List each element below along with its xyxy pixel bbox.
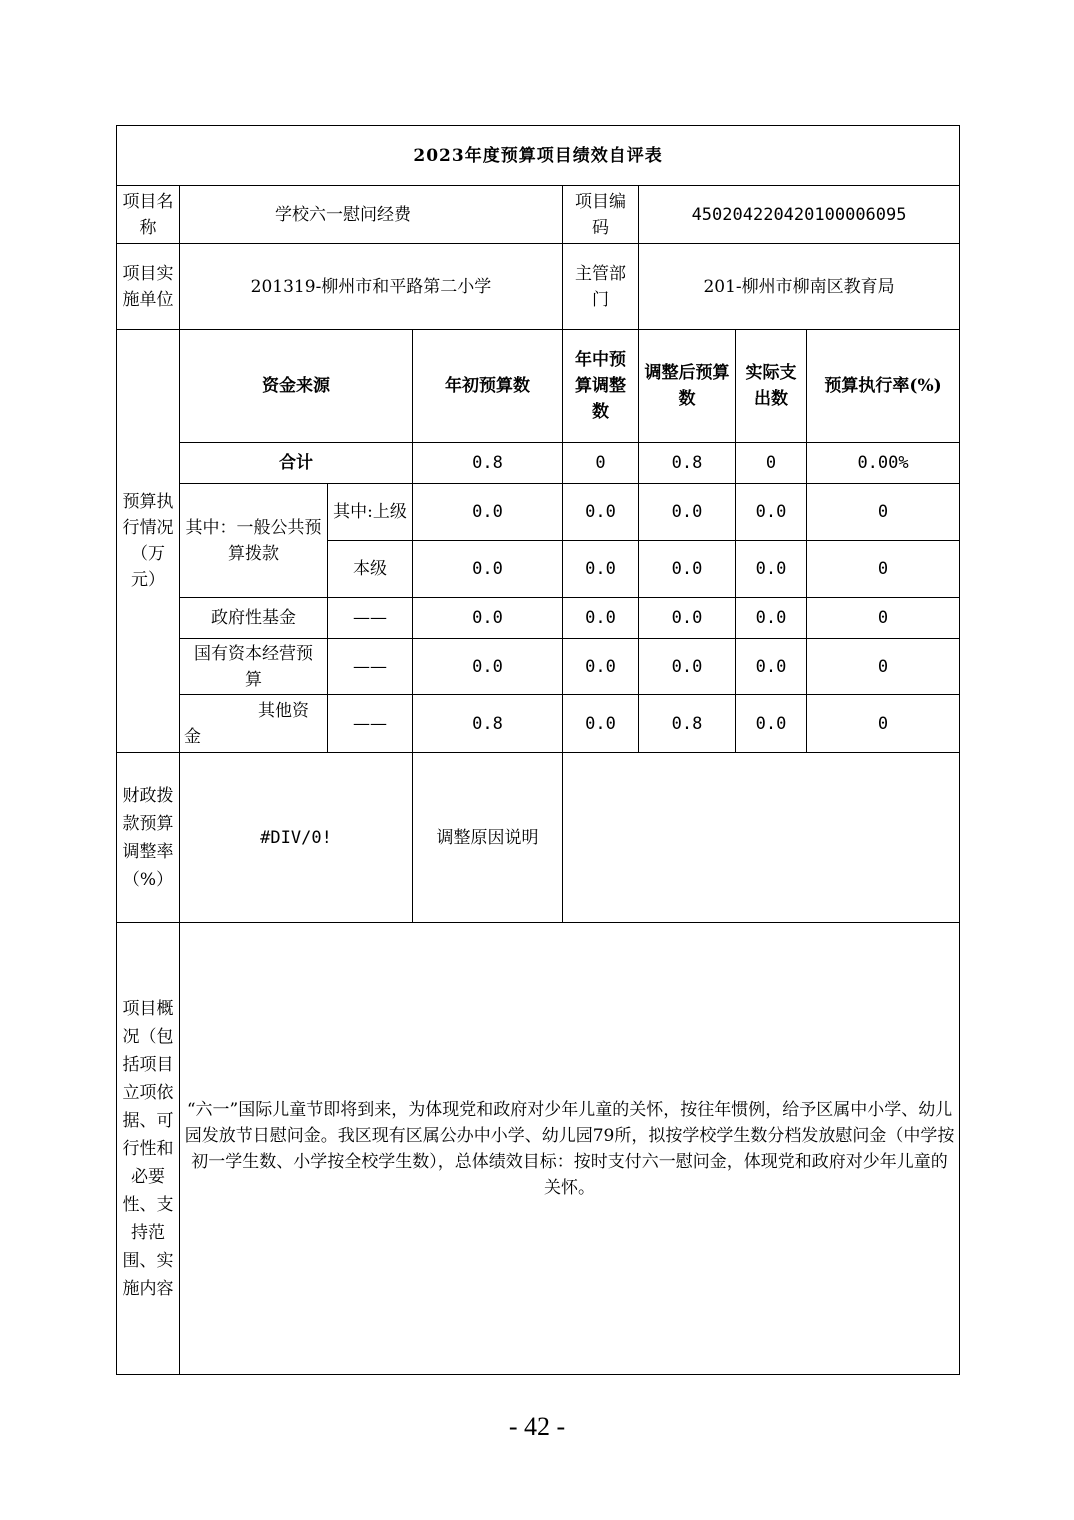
other-fund-label [180,695,328,753]
gov-fund-actual: 0.0 [736,598,807,639]
state-capital-adjusted: 0.0 [639,639,736,695]
state-capital-midyear: 0.0 [563,639,639,695]
local-rate: 0 [807,541,960,598]
adjust-reason [563,753,960,923]
upper-initial: 0.0 [413,484,563,541]
local-midyear: 0.0 [563,541,639,598]
upper-midyear: 0.0 [563,484,639,541]
local-adjusted: 0.0 [639,541,736,598]
impl-unit-label: 项目实施单位 [117,244,180,330]
project-name: 学校六一慰问经费 [180,186,563,244]
state-capital-rate: 0 [807,639,960,695]
other-adjusted: 0.8 [639,695,736,753]
local-label: 本级 [328,541,413,598]
gov-fund-rate: 0 [807,598,960,639]
total-adjusted: 0.8 [639,443,736,484]
table-row-gov-fund [117,598,960,639]
adjust-rate-value: #DIV/0! [180,753,413,923]
local-actual: 0.0 [736,541,807,598]
gov-fund-adjusted: 0.0 [639,598,736,639]
state-capital-label: 国有资本经营预算 [180,639,328,695]
form-title: 2023年度预算项目绩效自评表 [117,126,960,186]
other-actual: 0.0 [736,695,807,753]
project-name-label: 项目名称 [117,186,180,244]
total-label: 合计 [180,443,413,484]
budget-section-label: 预算执行情况（万元） [117,330,180,753]
other-midyear: 0.0 [563,695,639,753]
upper-label: 其中:上级 [328,484,413,541]
gov-fund-initial: 0.0 [413,598,563,639]
header-initial: 年初预算数 [413,330,563,443]
local-initial: 0.0 [413,541,563,598]
page-number: - 42 - [508,1412,566,1441]
table-row-state-capital [117,639,960,695]
total-rate: 0.00% [807,443,960,484]
supervisor: 201-柳州市柳南区教育局 [639,244,960,330]
header-actual: 实际支出数 [736,330,807,443]
performance-evaluation-form [116,125,960,1375]
upper-actual: 0.0 [736,484,807,541]
gov-fund-label: 政府性基金 [180,598,328,639]
other-dash: —— [328,695,413,753]
header-adjusted: 调整后预算数 [639,330,736,443]
other-initial: 0.8 [413,695,563,753]
total-actual: 0 [736,443,807,484]
adjust-rate-label: 财政拨款预算调整率（%） [117,753,180,923]
header-midyear: 年中预算调整数 [563,330,639,443]
supervisor-label: 主管部门 [563,244,639,330]
general-budget-label: 其中：一般公共预算拨款 [180,484,328,598]
impl-unit: 201319-柳州市和平路第二小学 [180,244,563,330]
table-row-other [117,695,960,753]
gov-fund-dash: —— [328,598,413,639]
overview-text: “六一”国际儿童节即将到来，为体现党和政府对少年儿童的关怀，按往年惯例，给予区属中小学、幼儿园发放节日慰问金。我区现有区属公办中小学、幼儿园79所，拟按学校学生数分档发放慰问金（中学按初一学生数、小学按全校学生数），总体绩效目标：按时支付六一慰问金，体现党和政府对少年儿童的关怀。 [180,923,960,1375]
overview-label: 项目概况（包括项目立项依据、可行性和必要性、支持范围、实施内容 [117,923,180,1375]
table-row-upper [117,484,960,541]
upper-adjusted: 0.0 [639,484,736,541]
other-fund-label-b: 金 [184,726,201,747]
total-initial: 0.8 [413,443,563,484]
adjust-reason-label: 调整原因说明 [413,753,563,923]
other-fund-label-a: 其他资 [258,700,309,721]
header-source: 资金来源 [180,330,413,443]
total-midyear: 0 [563,443,639,484]
header-rate: 预算执行率(%) [807,330,960,443]
other-rate: 0 [807,695,960,753]
project-code: 450204220420100006095 [639,186,960,244]
state-capital-dash: —— [328,639,413,695]
table-row-total [117,443,960,484]
state-capital-actual: 0.0 [736,639,807,695]
gov-fund-midyear: 0.0 [563,598,639,639]
upper-rate: 0 [807,484,960,541]
state-capital-initial: 0.0 [413,639,563,695]
project-code-label: 项目编码 [563,186,639,244]
